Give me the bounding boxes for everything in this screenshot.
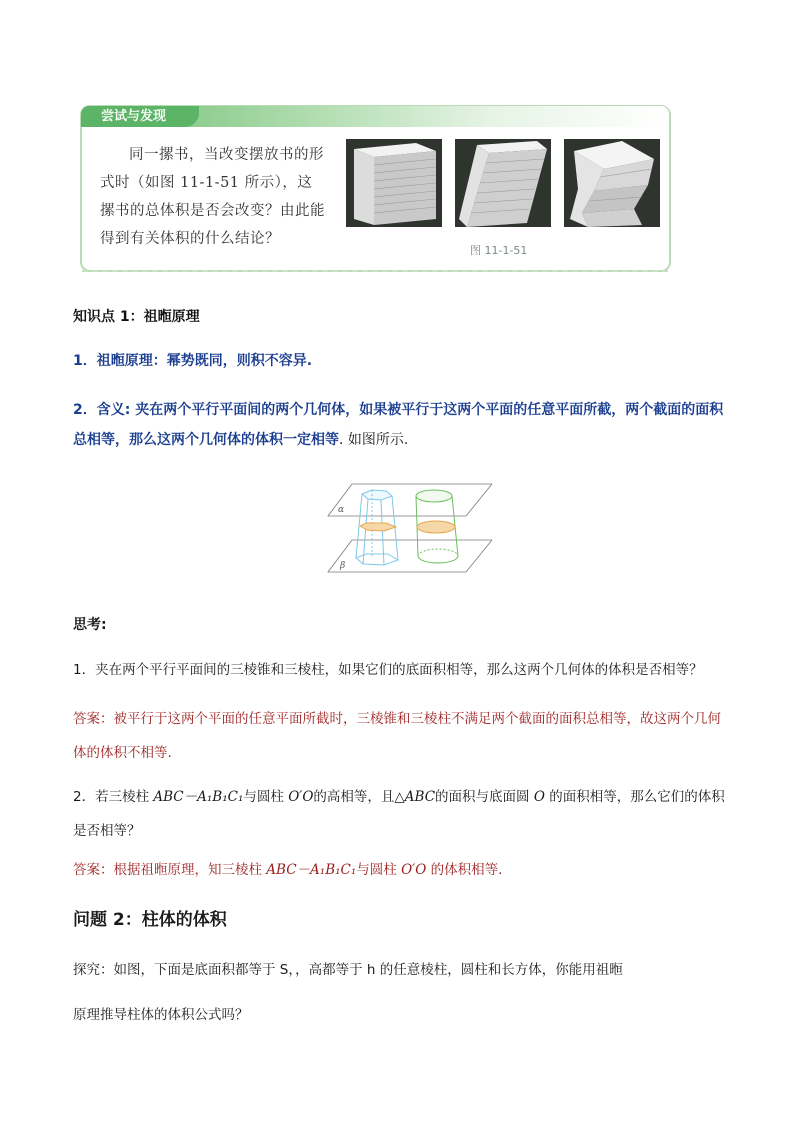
plane-alpha	[328, 484, 492, 516]
label-beta: β	[340, 561, 346, 571]
q2-text-4: 的面积与底面圆	[435, 789, 534, 805]
try-discover-tab: 尝试与发现	[81, 106, 199, 127]
try-discover-paragraph: 同一摞书，当改变摆放书的形式时（如图 11-1-51 所示），这摞书的总体积是否会改变？由此能得到有关体积的什么结论？	[100, 147, 325, 247]
q2-text-5: 的面积相等，那么它们的体积是否相等？	[73, 789, 725, 839]
think-answer-1: 答案：被平行于这两个平面的任意平面所截时，三棱锥和三棱柱不满足两个截面的面积总相等，故这两个几何体的体积不相等.	[73, 711, 721, 761]
knowledge-item-2-tail: . 如图所示.	[339, 432, 409, 448]
book-stack-photo-straight	[346, 139, 442, 227]
figure-caption: 图 11-1-51	[470, 244, 528, 257]
think-question-1: 1．夹在两个平行平面间的三棱锥和三棱柱，如果它们的底面积相等，那么这两个几何体的体积是否相等？	[73, 662, 703, 678]
q2-text-1: 2．若三棱柱	[73, 789, 154, 805]
q2-prism: ABC－A₁B₁C₁	[153, 789, 244, 805]
knowledge-point-heading: 知识点 1：祖暅原理	[73, 309, 200, 325]
think-answer-2	[73, 858, 502, 878]
knowledge-item-2	[73, 395, 733, 455]
a2-cylinder: O′O	[401, 862, 427, 878]
plane-beta	[328, 540, 492, 572]
knowledge-item-1: 1．祖暅原理：幂势既同，则积不容异.	[73, 353, 313, 369]
problem-2-heading: 问题 2：柱体的体积	[73, 910, 227, 930]
q2-cylinder: O′O	[288, 789, 314, 805]
q2-text-2: 与圆柱	[243, 789, 289, 805]
label-alpha: α	[338, 505, 345, 515]
q2-text-3: 的高相等，且	[313, 789, 395, 805]
book-stack-photo-slanted	[455, 139, 551, 227]
think-question-2	[73, 780, 733, 848]
problem-2-explore-line-1: 探究：如图，下面是底面积都等于 S，，高都等于 h 的任意棱柱，圆柱和长方体，你能用祖暅	[73, 962, 623, 978]
a2-text-1: 答案：根据祖暅原理，知三棱柱	[73, 862, 267, 878]
q2-circle: O	[533, 789, 545, 805]
book-stack-photo-twisted	[564, 139, 660, 227]
knowledge-item-2-bold: 2．含义: 夹在两个平行平面间的两个几何体，如果被平行于这两个平面的任意平面所截，两个截面的面积总相等，那么这两个几何体的体积一定相等	[73, 402, 724, 448]
a2-text-2: 与圆柱	[356, 862, 402, 878]
a2-prism: ABC－A₁B₁C₁	[266, 862, 357, 878]
a2-text-3: 的体积相等.	[426, 862, 503, 878]
think-heading: 思考:	[73, 617, 107, 633]
q2-triangle: △ABC	[394, 789, 436, 805]
cavalieri-diagram	[326, 474, 492, 590]
problem-2-explore-line-2: 原理推导柱体的体积公式吗？	[73, 1007, 249, 1023]
try-discover-bottom-dash	[82, 262, 668, 272]
